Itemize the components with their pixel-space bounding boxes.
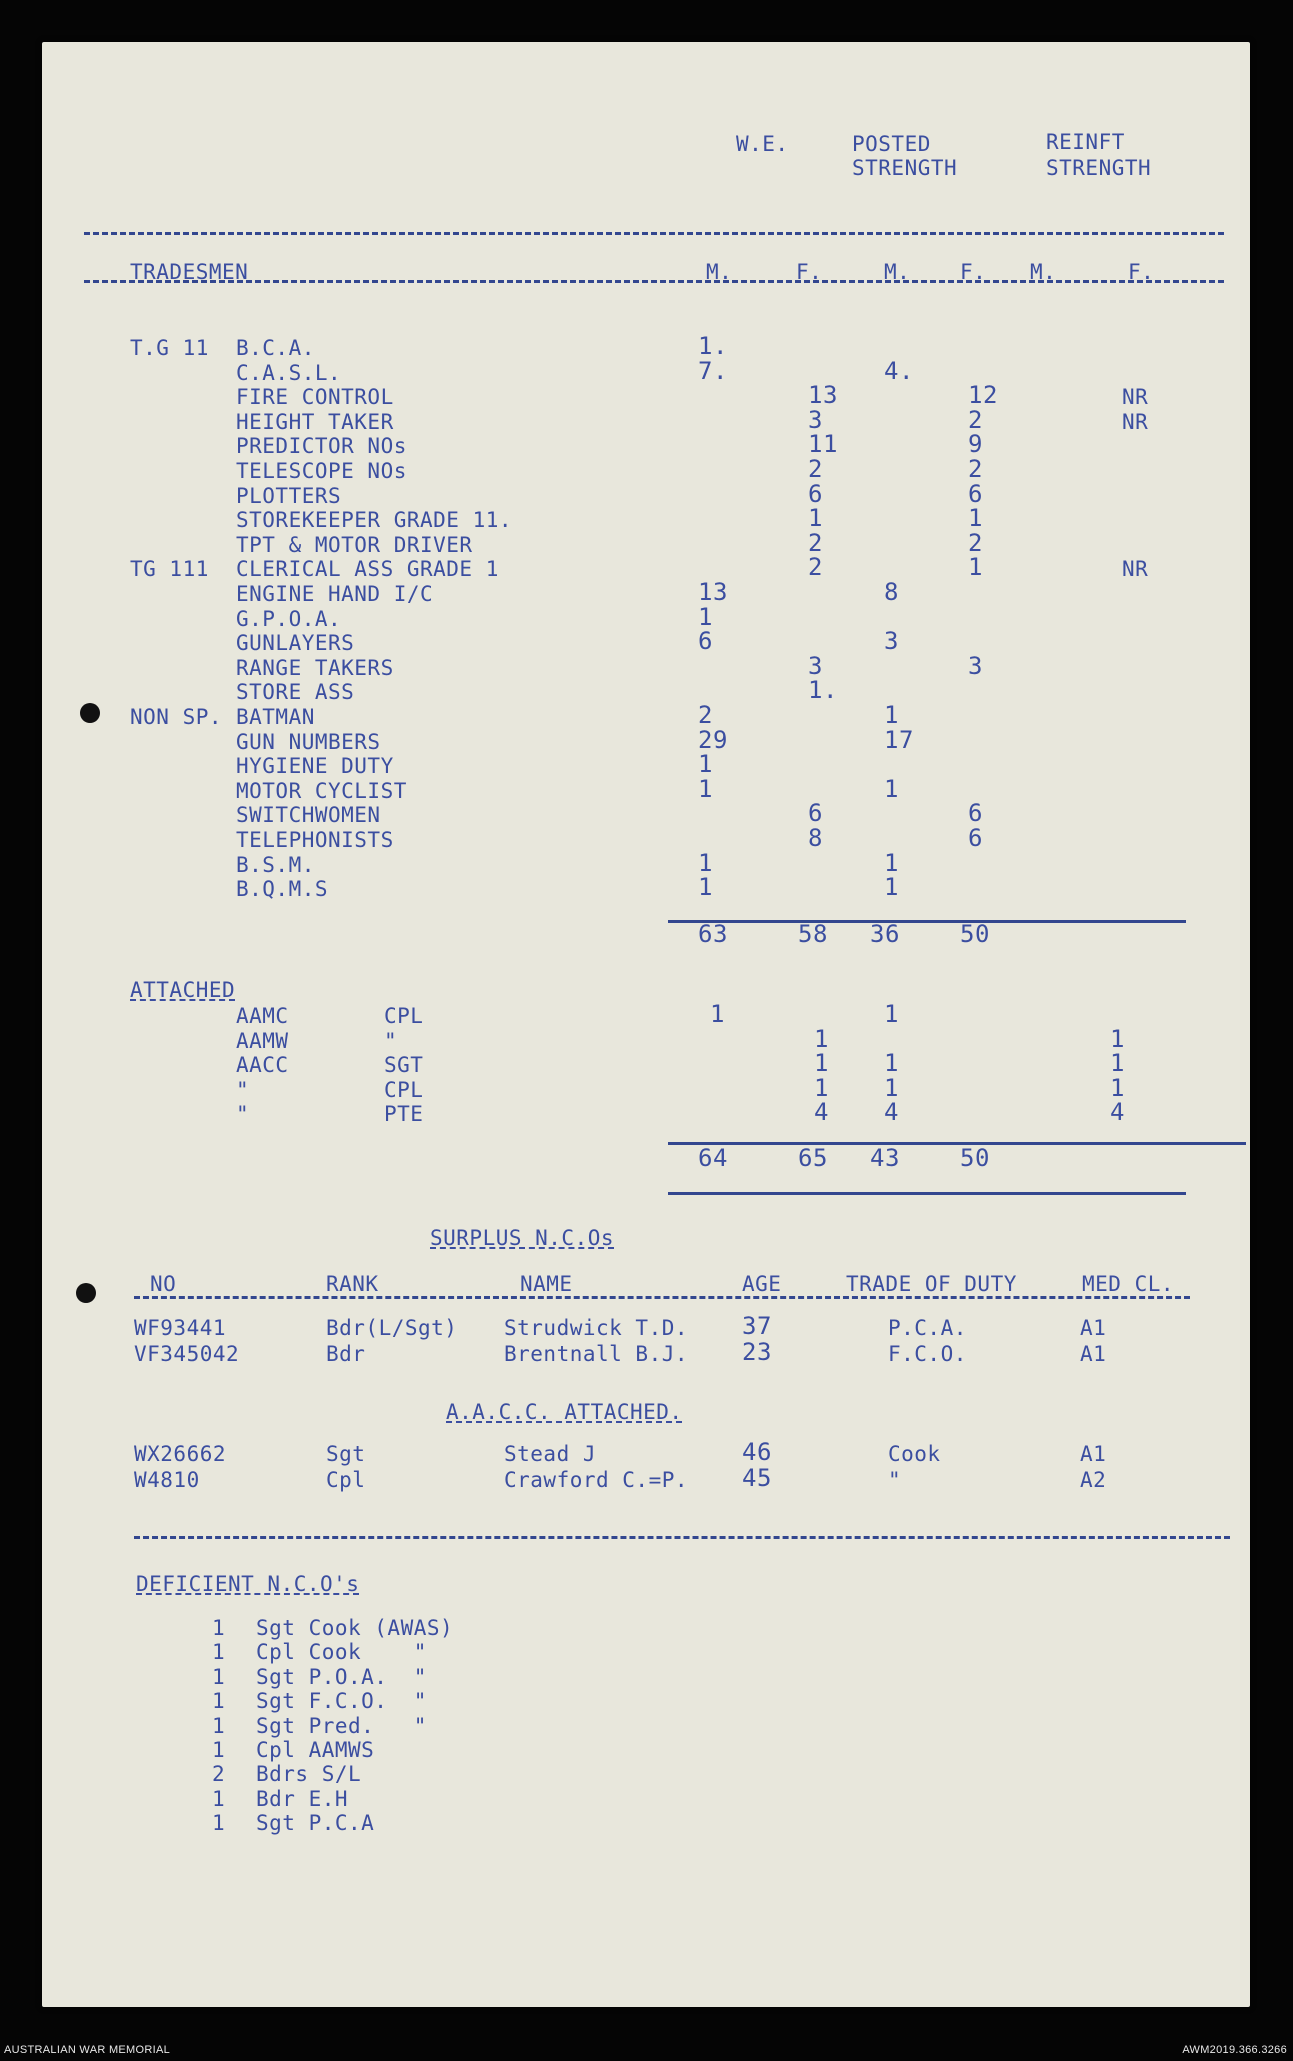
trade-name: GUN NUMBERS [236,730,381,754]
attached-rank: " [384,1029,398,1053]
trade-posted-m: 1 [884,775,899,803]
trade-name: TPT & MOTOR DRIVER [236,533,473,557]
nco-number: WF93441 [134,1316,227,1340]
deficient-item: Sgt P.O.A. " [256,1665,427,1689]
deficient-item: Sgt Pred. " [256,1714,427,1738]
deficient-item: Sgt Cook (AWAS) [256,1616,454,1640]
trade-we-m: 1 [698,775,713,803]
subtotal2-we-f: 65 [798,1144,828,1172]
nco-trade: F.C.O. [888,1342,967,1366]
attached-heading: ATTACHED [130,978,236,1002]
surplus-col-name: NAME [520,1272,573,1296]
deficient-qty: 1 [212,1787,226,1811]
trade-group-label: NON SP. [130,705,223,729]
punch-hole [76,1283,96,1303]
deficient-item: Sgt F.C.O. " [256,1689,427,1713]
trade-name: GUNLAYERS [236,631,355,655]
header-reinft: REINFT [1046,130,1125,154]
trade-we-f: 1 [808,504,823,532]
attached-unit: AACC [236,1053,289,1077]
attached-unit: AAMW [236,1029,289,1053]
attached-unit: " [236,1102,250,1126]
nco-med-class: A1 [1080,1316,1107,1340]
trade-posted-m: 3 [884,627,899,655]
nco-rank: Sgt [326,1442,366,1466]
nco-name: Crawford C.=P. [504,1468,689,1492]
rule [134,1296,1190,1299]
attached-reinft-f: 1 [1110,1049,1125,1077]
attached-reinft-f: 1 [1110,1074,1125,1102]
nco-rank: Bdr(L/Sgt) [326,1316,458,1340]
subtotal-we-m: 63 [698,920,728,948]
trade-name: ENGINE HAND I/C [236,582,434,606]
trade-we-f: 6 [808,480,823,508]
nco-trade: P.C.A. [888,1316,967,1340]
rule [668,920,1186,923]
trade-name: PREDICTOR NOs [236,434,407,458]
trade-name: TELESCOPE NOs [236,459,407,483]
nco-trade: Cook [888,1442,941,1466]
nco-age: 23 [742,1338,772,1366]
nco-age: 46 [742,1438,772,1466]
surplus-col-trade: TRADE OF DUTY [846,1272,1017,1296]
trade-we-f: 11 [808,430,838,458]
trade-posted-f: 12 [968,381,998,409]
trade-posted-f: 3 [968,652,983,680]
trade-we-m: 1. [698,332,728,360]
trade-name: FIRE CONTROL [236,385,394,409]
header-we: W.E. [736,132,789,156]
col-tradesmen: TRADESMEN [130,260,249,284]
trade-name: B.C.A. [236,336,315,360]
nco-number: W4810 [134,1468,200,1492]
attached-posted-m: 1 [884,1074,899,1102]
trade-name: SWITCHWOMEN [236,803,381,827]
trade-name: B.Q.M.S [236,877,329,901]
trade-group-label: T.G 11 [130,336,209,360]
trade-posted-m: 17 [884,726,914,754]
trade-we-m: 1 [698,603,713,631]
attached-we-m: 1 [710,1000,725,1028]
trade-reinft-f: NR [1122,385,1149,409]
attached-unit: " [236,1078,250,1102]
subtotal2-posted-m: 43 [870,1144,900,1172]
header-posted: POSTED [852,132,931,156]
surplus-col-age: AGE [742,1272,782,1296]
trade-name: HEIGHT TAKER [236,410,394,434]
attached-reinft-f: 4 [1110,1098,1125,1126]
subtotal-posted-f: 50 [960,920,990,948]
trade-posted-f: 6 [968,480,983,508]
deficient-qty: 1 [212,1811,226,1835]
rule [668,1192,1186,1195]
header-posted-strength: STRENGTH [852,156,958,180]
trade-posted-f: 1 [968,553,983,581]
subtotal-posted-m: 36 [870,920,900,948]
trade-we-f: 1. [808,676,838,704]
col-reinft-m: M. [1030,260,1057,284]
attached-rank: CPL [384,1004,424,1028]
nco-med-class: A2 [1080,1468,1107,1492]
deficient-heading: DEFICIENT N.C.O's [136,1572,360,1596]
trade-we-m: 6 [698,627,713,655]
trade-name: STOREKEEPER GRADE 11. [236,508,513,532]
trade-name: MOTOR CYCLIST [236,779,407,803]
nco-trade: " [888,1468,902,1492]
trade-name: CLERICAL ASS GRADE 1 [236,557,499,581]
trade-we-m: 29 [698,726,728,754]
attached-we-f: 1 [814,1025,829,1053]
deficient-qty: 1 [212,1616,226,1640]
deficient-item: Bdrs S/L [256,1762,362,1786]
surplus-heading: SURPLUS N.C.Os [430,1226,615,1250]
surplus-col-no: NO [150,1272,177,1296]
deficient-qty: 1 [212,1665,226,1689]
attached-posted-m: 4 [884,1098,899,1126]
deficient-item: Sgt P.C.A [256,1811,375,1835]
nco-number: VF345042 [134,1342,240,1366]
attached-posted-m: 1 [884,1049,899,1077]
trade-posted-m: 8 [884,578,899,606]
deficient-qty: 1 [212,1640,226,1664]
trade-reinft-f: NR [1122,410,1149,434]
attached-we-f: 1 [814,1074,829,1102]
col-we-f: F. [796,260,823,284]
trade-we-m: 2 [698,701,713,729]
trade-name: B.S.M. [236,853,315,877]
trade-posted-m: 1 [884,849,899,877]
trade-posted-f: 2 [968,406,983,434]
deficient-qty: 1 [212,1689,226,1713]
trade-name: RANGE TAKERS [236,656,394,680]
trade-we-m: 1 [698,750,713,778]
rule [668,1142,1246,1145]
deficient-qty: 1 [212,1714,226,1738]
trade-posted-f: 6 [968,824,983,852]
trade-we-f: 2 [808,529,823,557]
header-reinft-strength: STRENGTH [1046,156,1152,180]
rule [84,232,1224,235]
deficient-qty: 1 [212,1738,226,1762]
attached-we-f: 4 [814,1098,829,1126]
nco-age: 45 [742,1464,772,1492]
trade-name: STORE ASS [236,680,355,704]
trade-we-f: 3 [808,652,823,680]
trade-we-f: 3 [808,406,823,434]
trade-name: C.A.S.L. [236,361,342,385]
nco-med-class: A1 [1080,1342,1107,1366]
subtotal-we-f: 58 [798,920,828,948]
attached-reinft-f: 1 [1110,1025,1125,1053]
trade-posted-m: 1 [884,701,899,729]
trade-name: HYGIENE DUTY [236,754,394,778]
subtotal2-we-m: 64 [698,1144,728,1172]
trade-we-m: 1 [698,849,713,877]
trade-name: BATMAN [236,705,315,729]
trade-posted-f: 2 [968,529,983,557]
nco-age: 37 [742,1312,772,1340]
surplus-col-rank: RANK [326,1272,379,1296]
nco-med-class: A1 [1080,1442,1107,1466]
deficient-item: Bdr E.H [256,1787,349,1811]
trade-we-f: 2 [808,455,823,483]
nco-name: Stead J [504,1442,597,1466]
surplus-col-med: MED CL. [1082,1272,1175,1296]
punch-hole [80,703,100,723]
footer-credit: AUSTRALIAN WAR MEMORIAL [4,2044,171,2056]
deficient-item: Cpl Cook " [256,1640,427,1664]
trade-we-f: 2 [808,553,823,581]
nco-number: WX26662 [134,1442,227,1466]
trade-we-m: 1 [698,873,713,901]
trade-we-m: 7. [698,357,728,385]
trade-name: PLOTTERS [236,484,342,508]
trade-we-f: 8 [808,824,823,852]
deficient-qty: 2 [212,1762,226,1786]
nco-rank: Bdr [326,1342,366,1366]
trade-posted-m: 1 [884,873,899,901]
rule [84,280,1224,283]
trade-posted-f: 2 [968,455,983,483]
trade-name: G.P.O.A. [236,607,342,631]
trade-we-f: 13 [808,381,838,409]
trade-we-m: 13 [698,578,728,606]
subtotal2-posted-f: 50 [960,1144,990,1172]
col-we-m: M. [706,260,733,284]
trade-posted-f: 1 [968,504,983,532]
rule [134,1536,1230,1539]
col-posted-f: F. [960,260,987,284]
footer-id: AWM2019.366.3266 [1182,2044,1287,2056]
trade-posted-f: 6 [968,799,983,827]
attached-rank: CPL [384,1078,424,1102]
attached-unit: AAMC [236,1004,289,1028]
col-posted-m: M. [884,260,911,284]
attached-posted-m: 1 [884,1000,899,1028]
trade-name: TELEPHONISTS [236,828,394,852]
attached-rank: SGT [384,1053,424,1077]
col-reinft-f: F. [1128,260,1155,284]
trade-posted-m: 4. [884,357,914,385]
trade-we-f: 6 [808,799,823,827]
attached-rank: PTE [384,1102,424,1126]
aacc-heading: A.A.C.C. ATTACHED. [446,1400,683,1424]
nco-name: Brentnall B.J. [504,1342,689,1366]
nco-rank: Cpl [326,1468,366,1492]
deficient-item: Cpl AAMWS [256,1738,375,1762]
trade-group-label: TG 111 [130,557,209,581]
nco-name: Strudwick T.D. [504,1316,689,1340]
trade-posted-f: 9 [968,430,983,458]
attached-we-f: 1 [814,1049,829,1077]
trade-reinft-f: NR [1122,557,1149,581]
